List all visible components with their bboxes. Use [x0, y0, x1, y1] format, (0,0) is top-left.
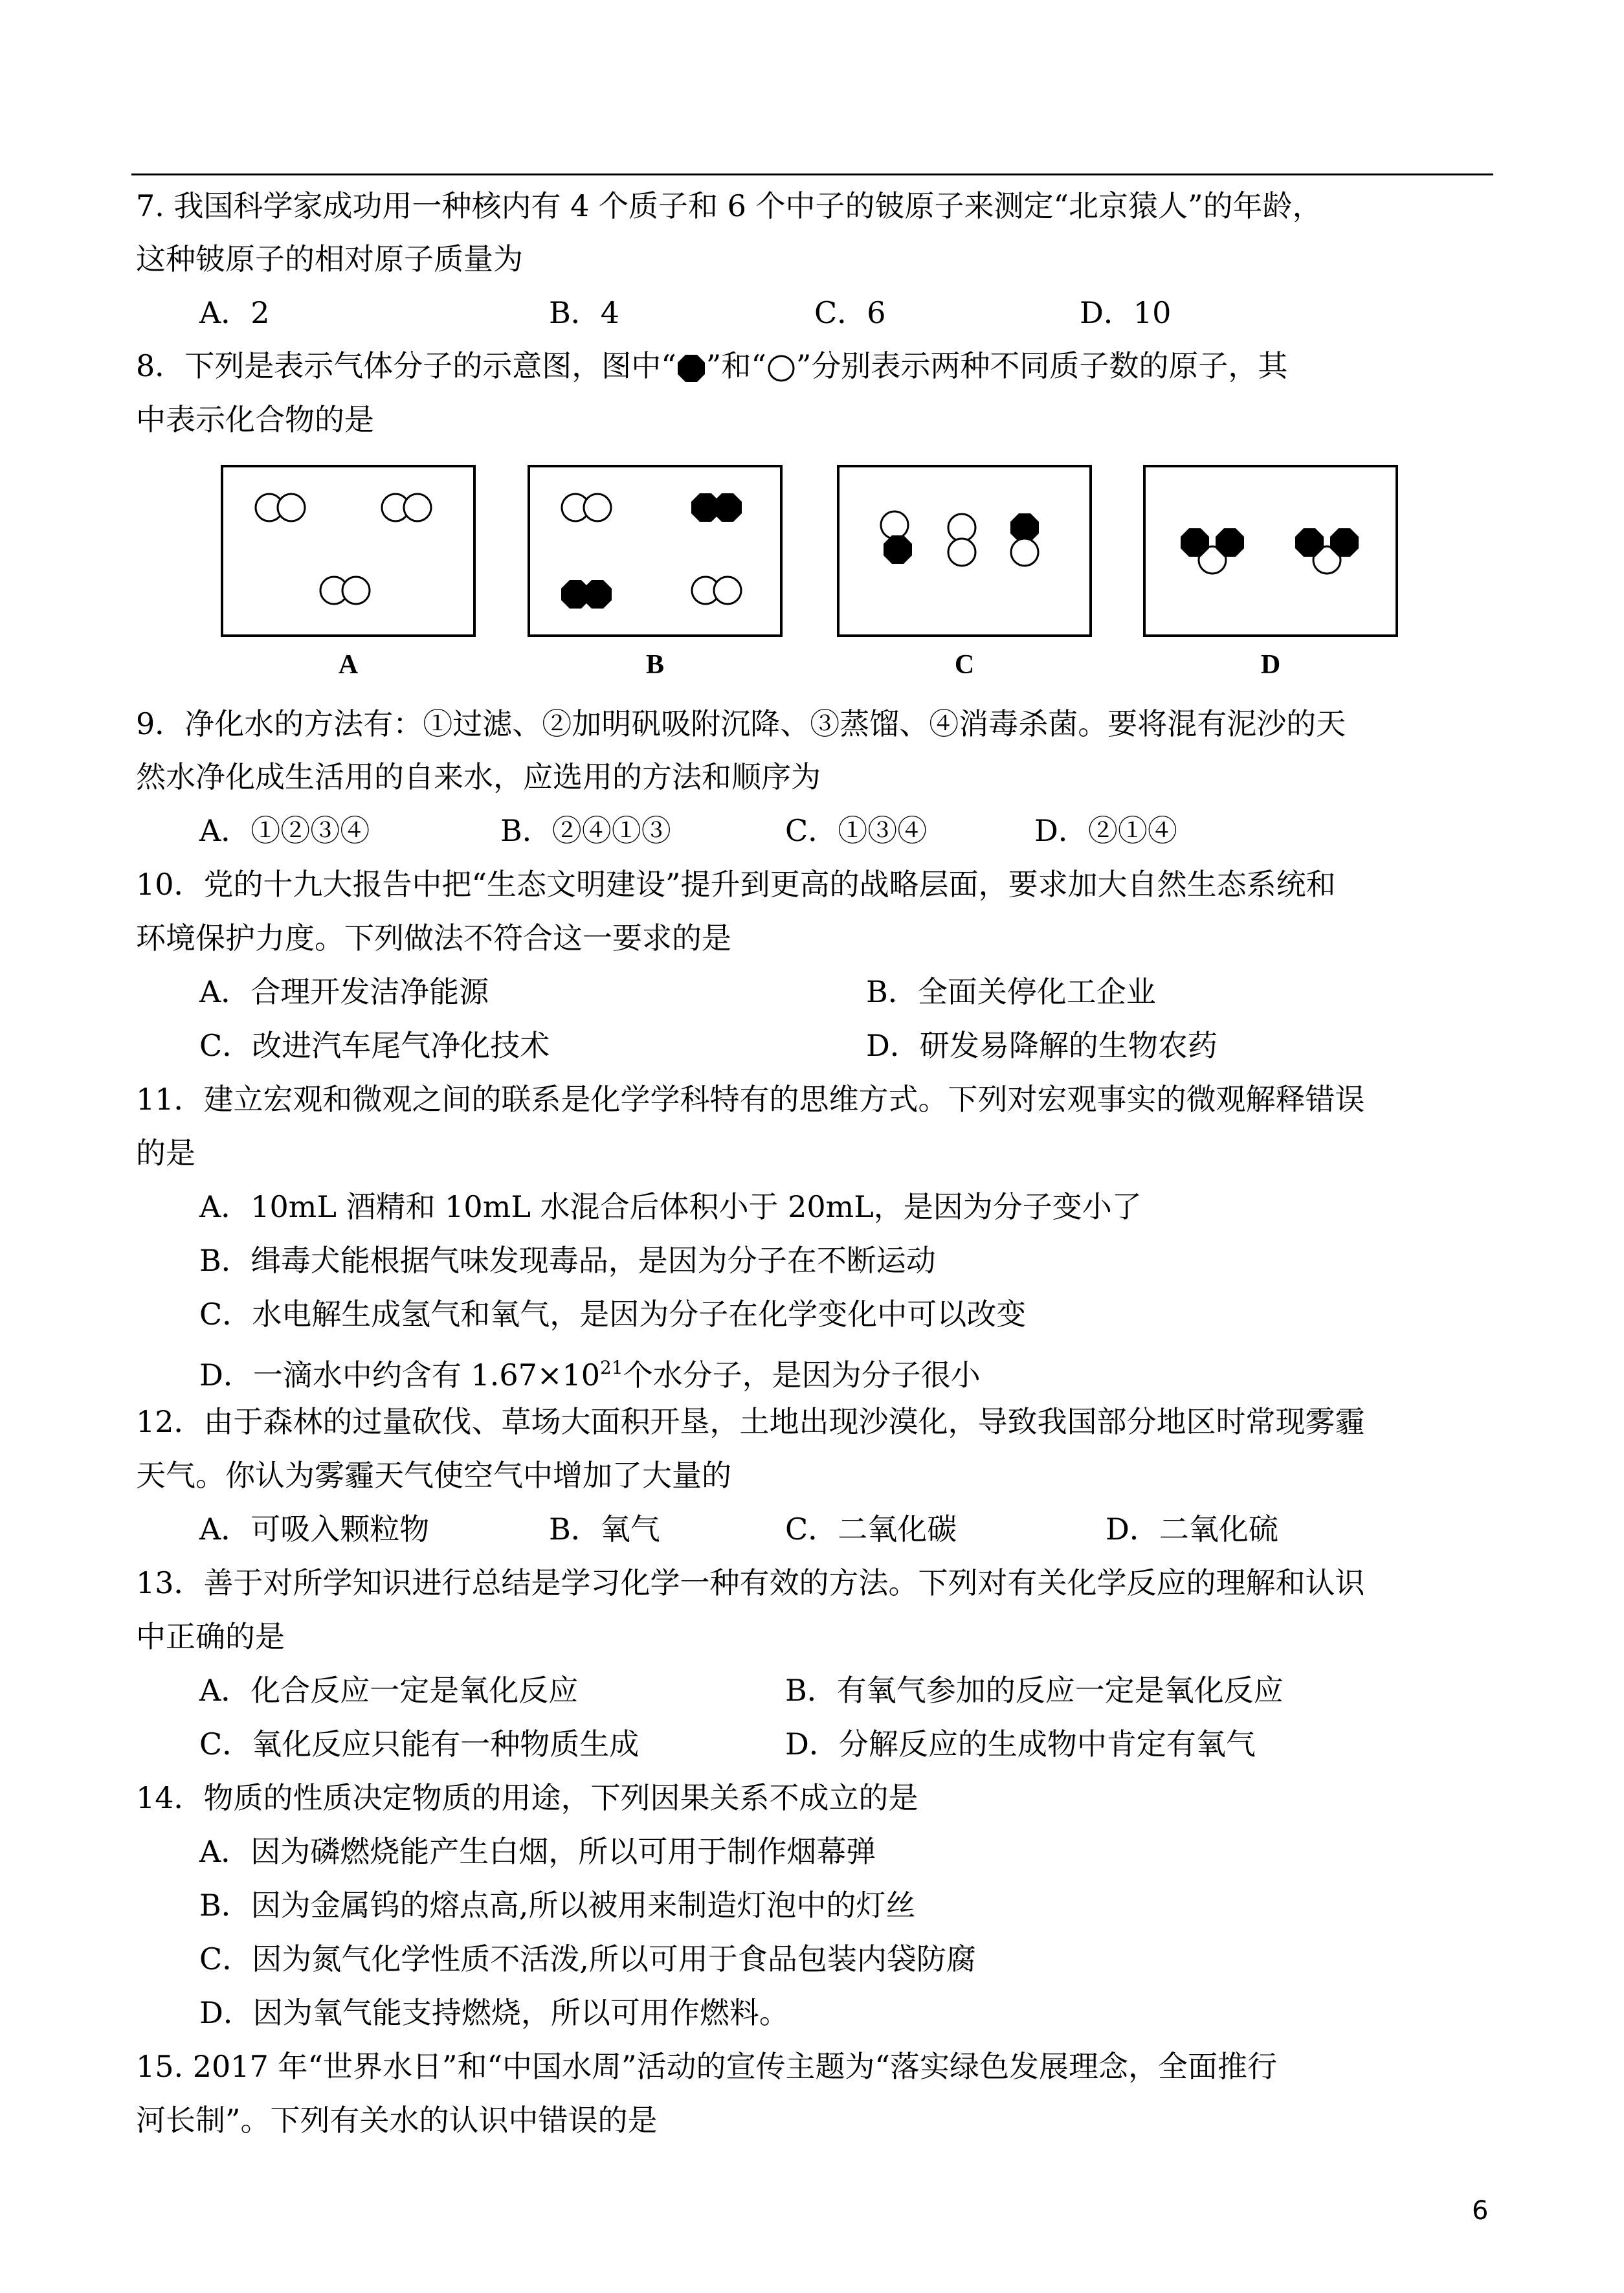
q10-option-a: A．合理开发洁净能源 [199, 974, 489, 1009]
q14-option-b: B．因为金属钨的熔点高,所以被用来制造灯泡中的灯丝 [199, 1888, 916, 1923]
q8-stem-pre: 8．下列是表示气体分子的示意图，图中“ [136, 348, 676, 383]
q11-option-d-exponent: 21 [600, 1357, 623, 1378]
q7-option-d: D．10 [1080, 295, 1172, 330]
q9-option-c: C．①③④ [785, 813, 928, 848]
q8-label-c: C [954, 650, 975, 680]
q9-option-b: B．②④①③ [500, 813, 671, 848]
q7-option-c: C．6 [814, 295, 886, 330]
q10-option-d: D．研发易降解的生物农药 [866, 1028, 1218, 1063]
q9-stem-line2: 然水净化成生活用的自来水，应选用的方法和顺序为 [136, 759, 821, 794]
q13-option-c: C．氧化反应只能有一种物质生成 [199, 1727, 640, 1762]
q12-option-c: C．二氧化碳 [785, 1512, 957, 1547]
q8-molecule-figure [219, 463, 1410, 683]
q11-option-d-post: 个水分子，是因为分子很小 [623, 1358, 981, 1393]
hollow-atom-icon [766, 353, 796, 383]
q10-stem-line2: 环境保护力度。下列做法不符合这一要求的是 [136, 921, 731, 956]
q11-stem-line2: 的是 [136, 1135, 195, 1170]
q8-stem-line1 [136, 348, 1287, 384]
q9-option-d: D．②①④ [1034, 813, 1177, 848]
filled-atom-icon [676, 353, 706, 383]
q13-option-a: A．化合反应一定是氧化反应 [199, 1673, 579, 1708]
q8-stem-line2: 中表示化合物的是 [136, 402, 374, 437]
q8-panel-d [1144, 466, 1397, 636]
q7-stem-line1: 7. 我国科学家成功用一种核内有 4 个质子和 6 个中子的铍原子来测定“北京猿人”的年龄， [136, 188, 1322, 223]
q13-stem-line1: 13．善于对所学知识进行总结是学习化学一种有效的方法。下列对有关化学反应的理解和认识 [136, 1565, 1365, 1600]
q8-label-d: D [1260, 650, 1281, 680]
q8-stem-post: ”分别表示两种不同质子数的原子，其 [795, 348, 1288, 383]
q9-stem-line1: 9．净化水的方法有：①过滤、②加明矾吸附沉降、③蒸馏、④消毒杀菌。要将混有泥沙的天 [136, 706, 1346, 741]
q8-panel-c [838, 466, 1091, 636]
q13-option-d: D．分解反应的生成物中肯定有氧气 [785, 1727, 1256, 1762]
q14-option-c: C．因为氮气化学性质不活泼,所以可用于食品包装内袋防腐 [199, 1941, 976, 1976]
page-number: 6 [1472, 2196, 1489, 2226]
q10-stem-line1: 10．党的十九大报告中把“生态文明建设”提升到更高的战略层面，要求加大自然生态系统和 [136, 867, 1336, 902]
q14-option-d: D．因为氧气能支持燃烧，所以可用作燃料。 [199, 1995, 789, 2030]
q8-label-b: B [645, 650, 665, 680]
q12-option-a: A．可吸入颗粒物 [199, 1512, 430, 1547]
q10-option-b: B．全面关停化工企业 [866, 974, 1156, 1009]
q8-label-a: A [338, 650, 359, 680]
q13-option-b: B．有氧气参加的反应一定是氧化反应 [785, 1673, 1284, 1708]
q15-stem-line1: 15. 2017 年“世界水日”和“中国水周”活动的宣传主题为“落实绿色发展理念，全面推行 [136, 2049, 1278, 2084]
q11-option-d-pre: D．一滴水中约含有 1.67×10 [199, 1358, 601, 1393]
q13-stem-line2: 中正确的是 [136, 1619, 285, 1654]
q11-stem-line1: 11．建立宏观和微观之间的联系是化学学科特有的思维方式。下列对宏观事实的微观解释错误 [136, 1082, 1365, 1117]
q7-stem-line2: 这种铍原子的相对原子质量为 [136, 241, 523, 276]
q12-option-b: B．氧气 [549, 1512, 660, 1547]
q11-option-a: A．10mL 酒精和 10mL 水混合后体积小于 20mL，是因为分子变小了 [199, 1189, 1142, 1224]
q7-option-b: B．4 [549, 295, 620, 330]
q15-stem-line2: 河长制”。下列有关水的认识中错误的是 [136, 2103, 658, 2138]
q8-panel-b [529, 466, 781, 636]
q11-option-d [199, 1350, 981, 1393]
q12-option-d: D．二氧化硫 [1106, 1512, 1278, 1547]
q14-stem: 14．物质的性质决定物质的用途，下列因果关系不成立的是 [136, 1780, 918, 1815]
q9-option-a: A．①②③④ [199, 813, 370, 848]
q7-option-a: A．2 [199, 295, 270, 330]
q12-stem-line2: 天气。你认为雾霾天气使空气中增加了大量的 [136, 1458, 731, 1493]
q12-stem-line1: 12．由于森林的过量砍伐、草场大面积开垦，土地出现沙漠化，导致我国部分地区时常现雾霾 [136, 1404, 1365, 1439]
q14-option-a: A．因为磷燃烧能产生白烟，所以可用于制作烟幕弹 [199, 1834, 876, 1869]
q11-option-c: C．水电解生成氢气和氧气，是因为分子在化学变化中可以改变 [199, 1297, 1027, 1332]
q11-option-b: B．缉毒犬能根据气味发现毒品，是因为分子在不断运动 [199, 1243, 936, 1278]
q10-option-c: C．改进汽车尾气净化技术 [199, 1028, 550, 1063]
header-rule [131, 173, 1493, 175]
q8-stem-mid: ”和“ [706, 348, 766, 383]
q8-panel-a [222, 466, 474, 636]
